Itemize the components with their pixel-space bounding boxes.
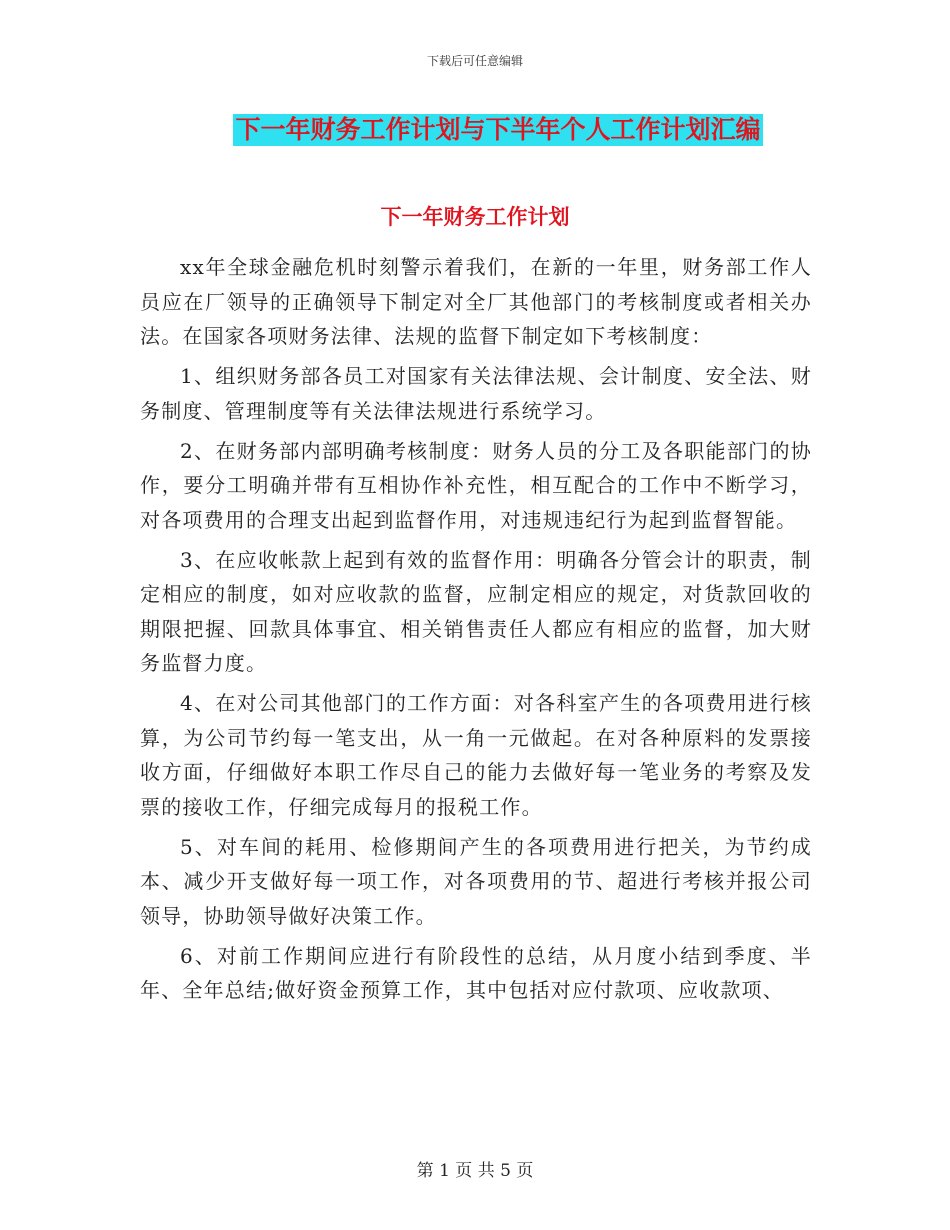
paragraph-item-3: 3、在应收帐款上起到有效的监督作用：明确各分管会计的职责，制定相应的制度，如对应收款的监督，应制定相应的规定，对货款回收的期限把握、回款具体事宜、相关销售责任人都应有相应的监督，加大财务监督力度。 (140, 547, 812, 675)
paragraph-item-1: 1、组织财务部各员工对国家有关法律法规、会计制度、安全法、财务制度、管理制度等有关法律法规进行系统学习。 (140, 364, 812, 423)
paragraph-intro: xx年全球金融危机时刻警示着我们，在新的一年里，财务部工作人员应在厂领导的正确领导下制定对全厂其他部门的考核制度或者相关办法。在国家各项财务法律、法规的监督下制定如下考核制度： (140, 255, 812, 348)
section-title: 下一年财务工作计划 (380, 205, 570, 229)
paragraph-item-2: 2、在财务部内部明确考核制度：财务人员的分工及各职能部门的协作，要分工明确并带有互相协作补充性，相互配合的工作中不断学习，对各项费用的合理支出起到监督作用，对违规违纪行为起到监督智能。 (140, 438, 812, 532)
paragraph-item-4: 4、在对公司其他部门的工作方面：对各科室产生的各项费用进行核算，为公司节约每一笔支出，从一角一元做起。在对各种原料的发票接收方面，仔细做好本职工作尽自己的能力去做好每一笔业务的考察及发票的接收工作，仔细完成每月的报税工作。 (140, 691, 812, 819)
paragraph-item-6: 6、对前工作期间应进行有阶段性的总结，从月度小结到季度、半年、全年总结;做好资金预算工作，其中包括对应付款项、应收款项、 (140, 943, 812, 1002)
document-body (140, 250, 812, 1013)
page-footer: 第 1 页 共 5 页 (416, 1161, 534, 1181)
main-title-container (0, 114, 950, 146)
header-note: 下载后可任意编辑 (426, 54, 523, 68)
paragraph-item-5: 5、对车间的耗用、检修期间产生的各项费用进行把关，为节约成本、减少开支做好每一项工作，对各项费用的节、超进行考核并报公司领导，协助领导做好决策工作。 (140, 834, 812, 928)
main-title: 下一年财务工作计划与下半年个人工作计划汇编 (235, 115, 761, 144)
